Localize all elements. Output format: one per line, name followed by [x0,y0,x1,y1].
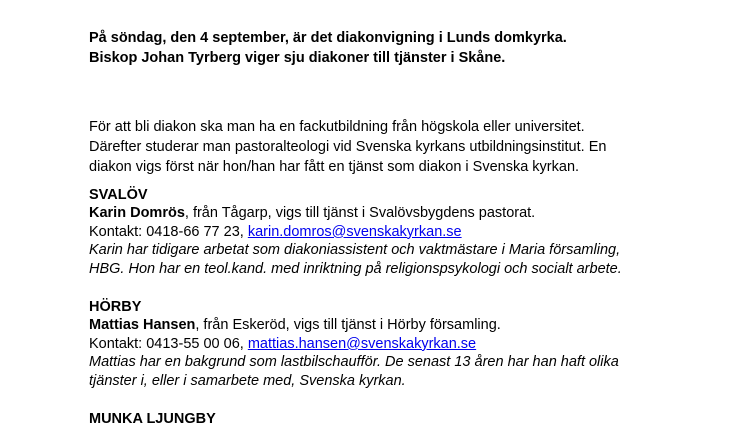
contact-label: Kontakt: 0413-55 00 06, [89,335,248,352]
description-line-1: Mattias har en bakgrund som lastbilschaufför. De senast 13 åren har han haft olika [89,354,619,371]
intro-paragraph [89,117,729,177]
headline-line-2: Biskop Johan Tyrberg viger sju diakoner till tjänster i Skåne. [89,50,506,66]
section-horby [89,298,729,390]
person-detail: , från Tågarp, vigs till tjänst i Svalövsbygdens pastorat. [184,205,536,222]
intro-line-3: diakon vigs först när hon/han har fått en tjänst som diakon i Svenska kyrkan. [89,159,580,175]
email-link[interactable]: karin.domros@svenskakyrkan.se [247,223,462,240]
place-heading: MUNKA LJUNGBY [89,411,216,427]
email-link[interactable]: mattias.hansen@svenskakyrkan.se [247,335,477,352]
description-line-1: Karin har tidigare arbetat som diakoniassistent och vaktmästare i Maria församling, [89,242,621,259]
headline [89,28,729,68]
description-line-2: HBG. Hon har en teol.kand. med inriktning på religionspsykologi och socialt arbete. [89,260,622,277]
person-name: Karin Domrös [89,205,185,222]
person-line [89,316,729,334]
intro-line-2: Därefter studerar man pastoralteologi vid Svenska kyrkans utbildningsinstitut. En [89,139,607,155]
person-detail: , från Eskeröd, vigs till tjänst i Hörby församling. [195,317,501,334]
section-munka-ljungby [89,410,729,428]
contact-label: Kontakt: 0418-66 77 23, [89,223,248,240]
person-line [89,204,729,222]
contact-line [89,335,729,353]
place-heading: HÖRBY [89,299,142,315]
description-line-2: tjänster i, eller i samarbete med, Svenska kyrkan. [89,372,406,389]
headline-line-1: På söndag, den 4 september, är det diakonvigning i Lunds domkyrka. [89,30,567,46]
person-name: Mattias Hansen [89,317,196,334]
contact-line [89,223,729,241]
intro-line-1: För att bli diakon ska man ha en fackutbildning från högskola eller universitet. [89,119,585,135]
place-heading: SVALÖV [89,187,148,203]
section-svalov [89,186,729,278]
